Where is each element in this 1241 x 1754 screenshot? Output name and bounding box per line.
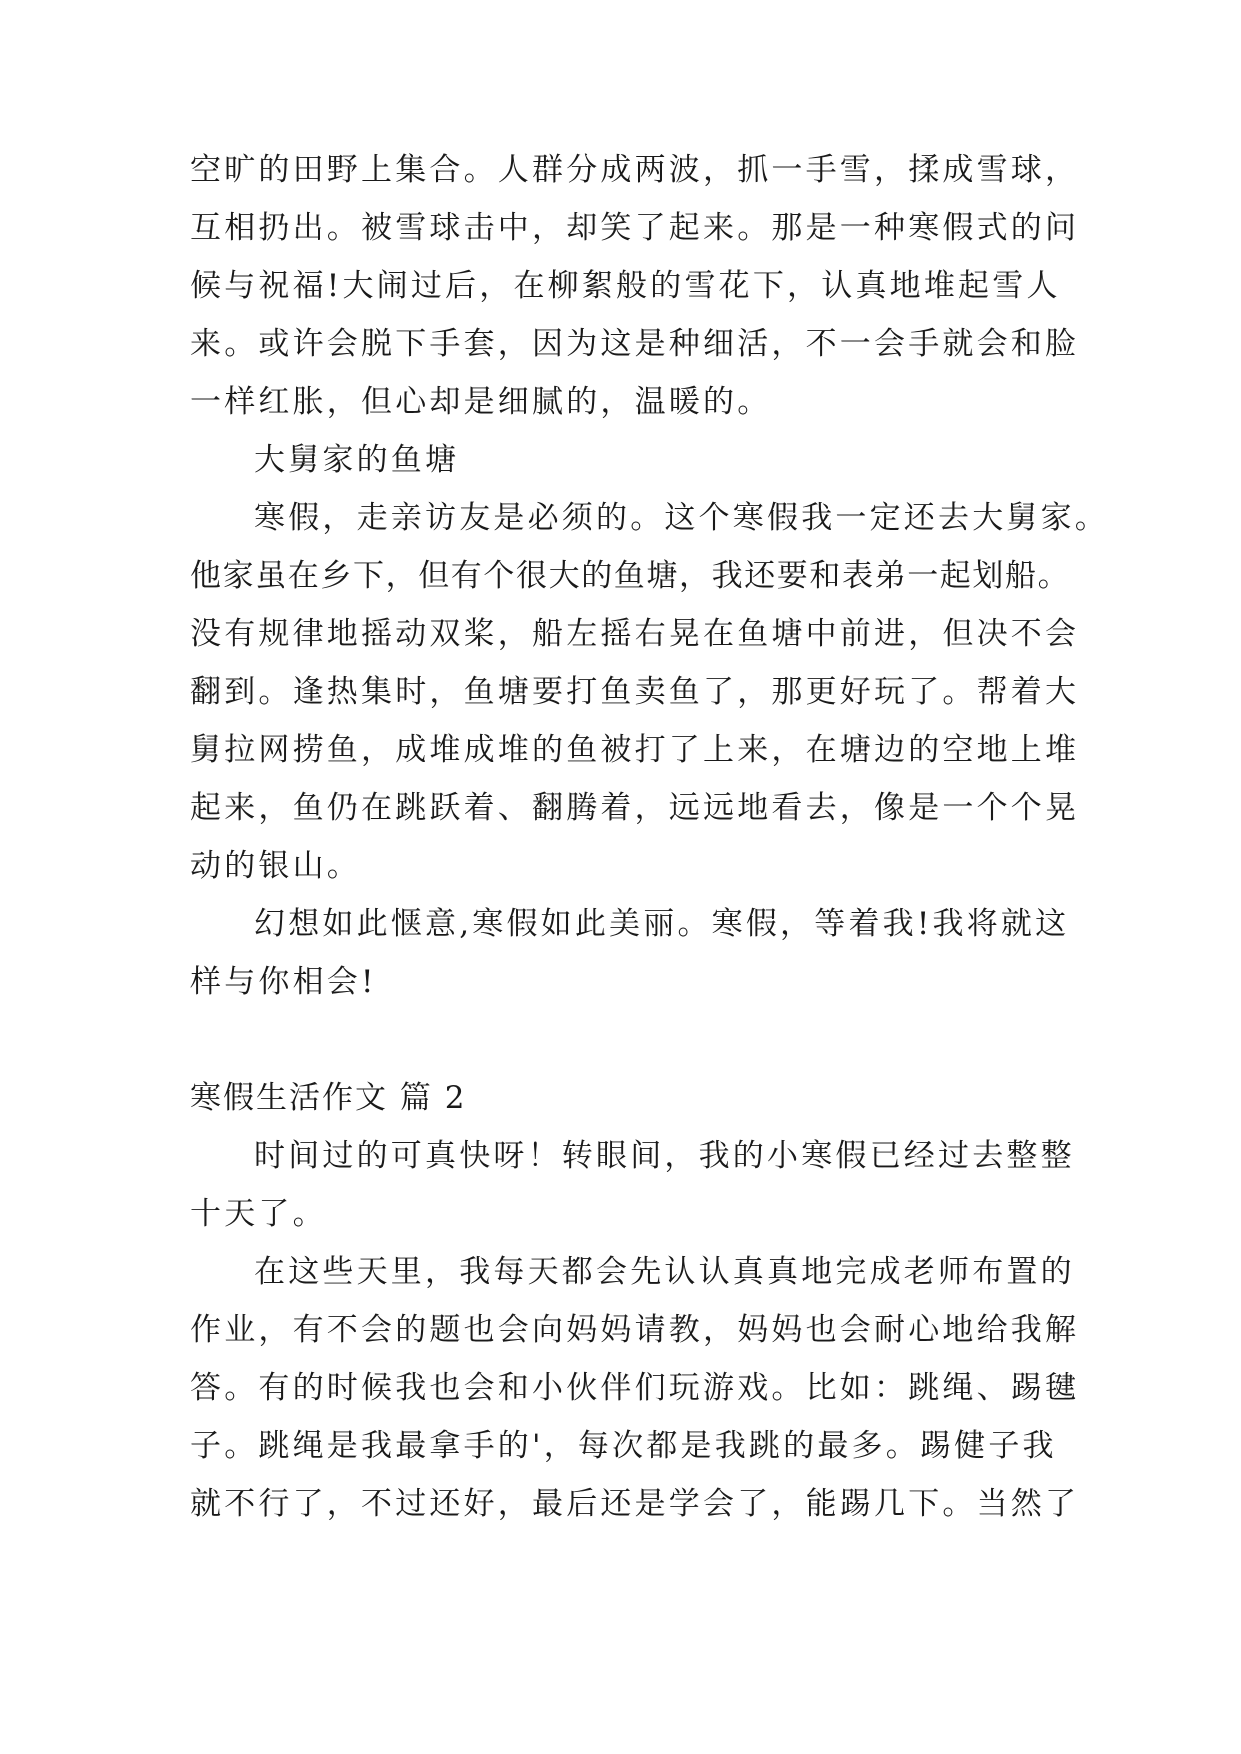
paragraph-line: 子。跳绳是我最拿手的'，每次都是我跳的最多。踢健子我 xyxy=(190,1428,1057,1464)
paragraph-line: 起来，鱼仍在跳跃着、翻腾着，远远地看去，像是一个个晃 xyxy=(190,790,1080,826)
paragraph-line: 动的银山。 xyxy=(190,848,361,884)
paragraph-line: 作业，有不会的题也会向妈妈请教，妈妈也会耐心地给我解 xyxy=(190,1312,1080,1348)
paragraph-line: 答。有的时候我也会和小伙伴们玩游戏。比如：跳绳、踢毽 xyxy=(190,1370,1080,1406)
paragraph-line: 就不行了，不过还好，最后还是学会了，能踢几下。当然了 xyxy=(190,1486,1080,1522)
paragraph-line: 样与你相会! xyxy=(190,964,377,1000)
paragraph-line: 空旷的田野上集合。人群分成两波，抓一手雪，揉成雪球， xyxy=(190,152,1080,188)
paragraph-line: 舅拉网捞鱼，成堆成堆的鱼被打了上来，在塘边的空地上堆 xyxy=(190,732,1080,768)
section-heading: 寒假生活作文 篇 2 xyxy=(190,1080,467,1116)
paragraph-line: 候与祝福!大闹过后，在柳絮般的雪花下，认真地堆起雪人 xyxy=(190,268,1061,304)
paragraph-line: 寒假，走亲访友是必须的。这个寒假我一定还去大舅家。 xyxy=(254,500,1109,536)
paragraph-line: 翻到。逢热集时，鱼塘要打鱼卖鱼了，那更好玩了。帮着大 xyxy=(190,674,1080,710)
paragraph-line: 他家虽在乡下，但有个很大的鱼塘，我还要和表弟一起划船。 xyxy=(190,558,1071,594)
paragraph-line: 在这些天里，我每天都会先认认真真地完成老师布置的 xyxy=(254,1254,1075,1290)
paragraph-line: 一样红胀，但心却是细腻的，温暖的。 xyxy=(190,384,772,420)
paragraph-line: 来。或许会脱下手套，因为这是种细活，不一会手就会和脸 xyxy=(190,326,1080,362)
section-subheading: 大舅家的鱼塘 xyxy=(254,442,460,478)
paragraph-line: 时间过的可真快呀！转眼间，我的小寒假已经过去整整 xyxy=(254,1138,1075,1174)
paragraph-line: 没有规律地摇动双桨，船左摇右晃在鱼塘中前进，但决不会 xyxy=(190,616,1080,652)
paragraph-line: 互相扔出。被雪球击中，却笑了起来。那是一种寒假式的问 xyxy=(190,210,1080,246)
paragraph-line: 幻想如此惬意,寒假如此美丽。寒假，等着我!我将就这 xyxy=(254,906,1070,942)
paragraph-line: 十天了。 xyxy=(190,1196,327,1232)
